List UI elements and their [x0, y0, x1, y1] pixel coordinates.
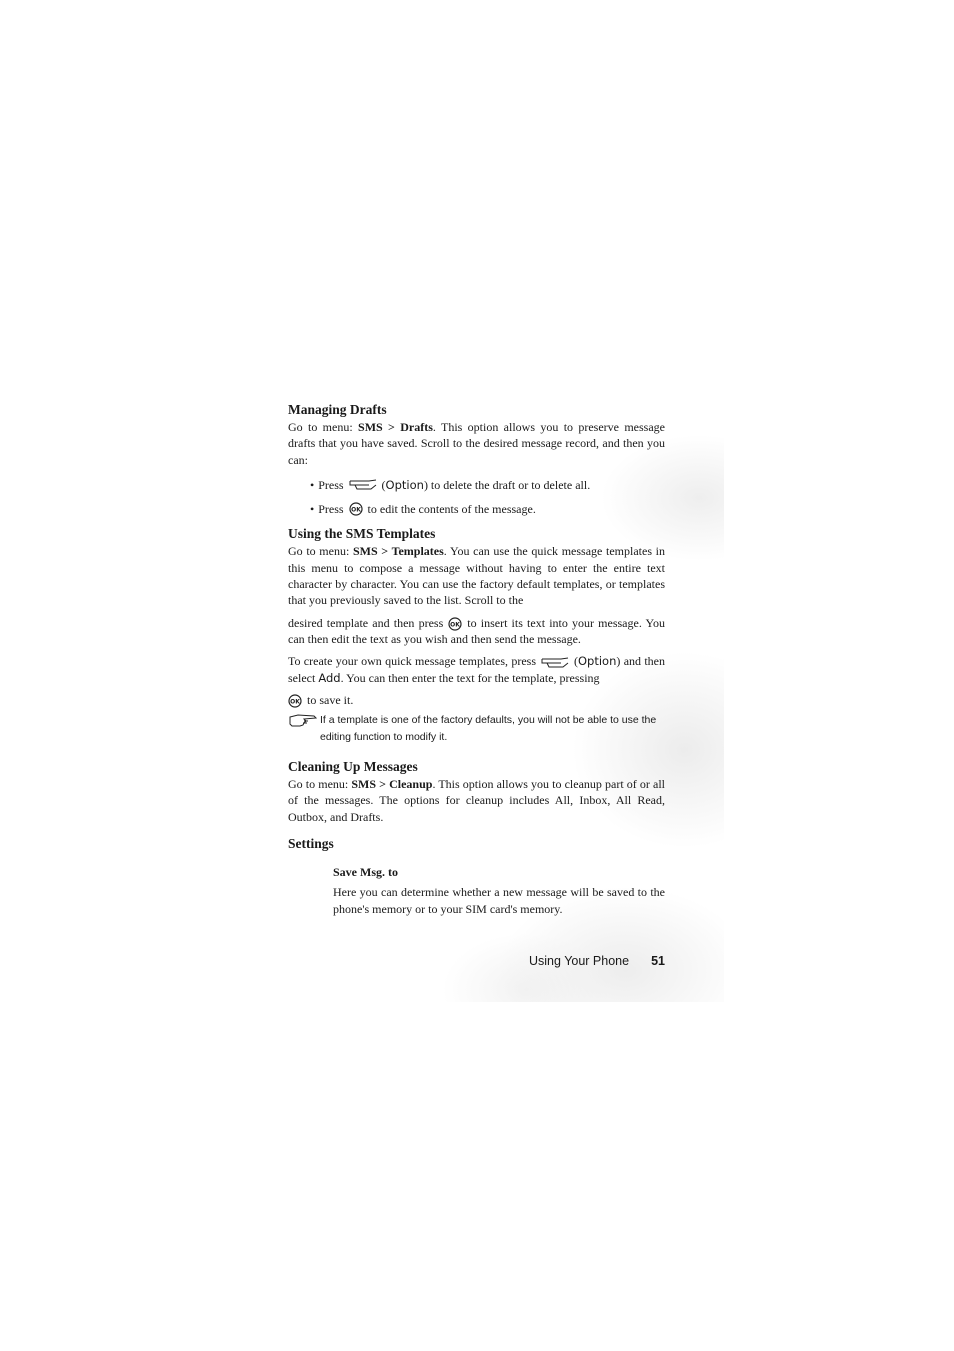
svg-text:OK: OK — [350, 506, 361, 514]
list-item: • Press ( Option ) to delete the draft or to delete all. — [310, 477, 591, 492]
templates-save: OK to save it. — [288, 692, 665, 708]
heading-sms-templates: Using the SMS Templates — [288, 526, 436, 542]
ok-button-icon — [288, 694, 302, 708]
heading-settings: Settings — [288, 836, 334, 852]
drafts-bullet-list — [310, 477, 665, 518]
pointing-hand-icon — [288, 713, 318, 729]
heading-cleaning-up: Cleaning Up Messages — [288, 759, 418, 775]
note-text: If a template is one of the factory defaults, you will not be able to use the editing function to modify it. — [320, 714, 657, 744]
note-block — [288, 712, 665, 746]
left-softkey-icon — [349, 479, 377, 491]
settings-section — [333, 864, 665, 917]
settings-body: Here you can determine whether a new message will be saved to the phone's memory or to your SIM card's memory. — [333, 885, 665, 916]
managing-drafts-intro: Go to menu: SMS > Drafts. This option allows you to preserve message drafts that you have saved. Scroll to the desired message record, and then you can: — [288, 420, 665, 467]
heading-managing-drafts: Managing Drafts — [288, 402, 387, 417]
footer-section-title: Using Your Phone — [529, 954, 630, 968]
ok-button-icon — [448, 617, 462, 631]
page-content — [288, 401, 665, 917]
templates-create: To create your own quick message templates, press (Option) and then select Add. You can then enter the text for the template, pressing — [288, 654, 665, 685]
cleanup-intro: Go to menu: SMS > Cleanup. This option allows you to cleanup part of or all of the messages. The options for cleanup includes All, Inbox, All Read, Outbox, and Drafts. — [288, 777, 665, 824]
templates-intro: Go to menu: SMS > Templates. You can use the quick message templates in this menu to compose a message without having to enter the entire text character by character. You can use the factory default templates, or templates that you previously saved to the list. Scroll to the — [288, 544, 665, 608]
subheading-save-msg: Save Msg. to — [333, 865, 398, 880]
templates-insert: desired template and then press OK to insert its text into your message. You can then edit the text as you wish and then send the message. — [288, 615, 665, 646]
list-item: • Press OK to edit the contents of the message. — [310, 502, 536, 517]
left-softkey-icon — [541, 657, 569, 669]
ok-button-icon — [349, 502, 363, 516]
svg-text:OK: OK — [450, 621, 461, 629]
svg-text:OK: OK — [290, 698, 300, 706]
page-number: 51 — [651, 954, 665, 968]
page-footer — [500, 954, 665, 968]
